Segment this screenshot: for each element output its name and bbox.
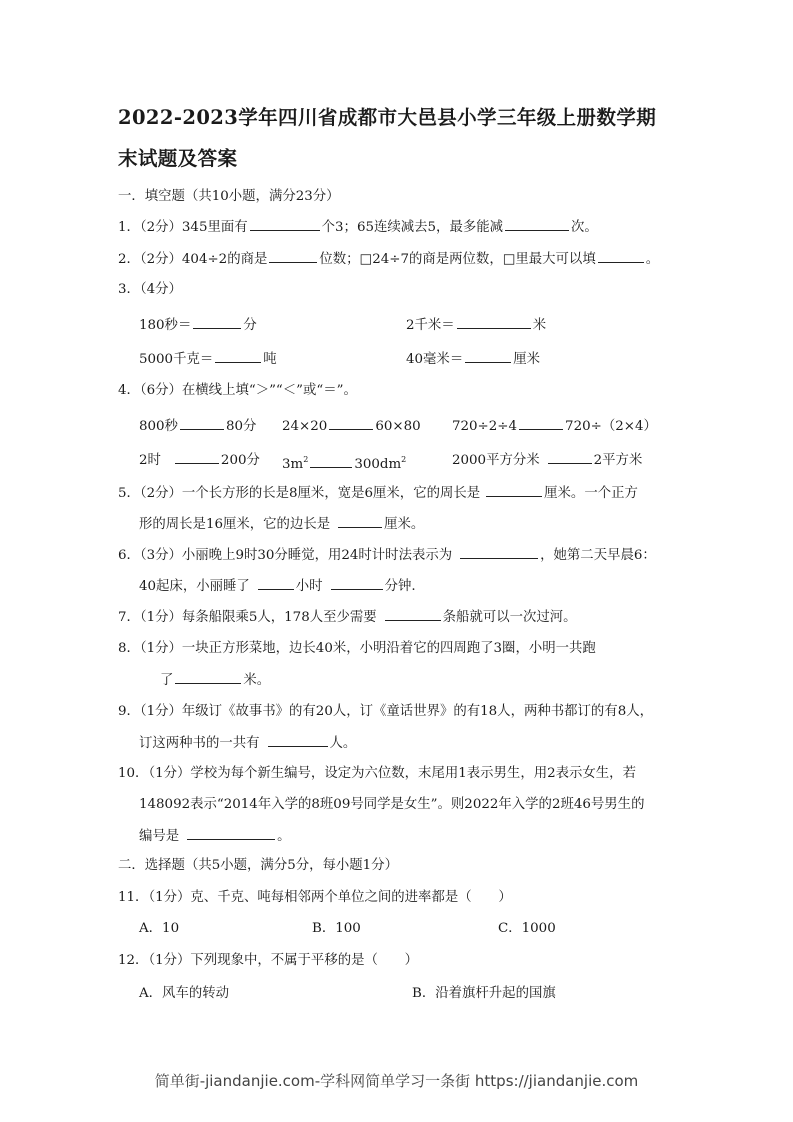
q3-row1-right (406, 316, 546, 335)
q4-d3a: 2000平方分米 (452, 453, 540, 468)
page-title-line2: 末试题及答案 (118, 147, 238, 170)
q3-r1c: 2千米＝ (406, 318, 455, 333)
q5-text-a: 5．（2分）一个长方形的长是8厘米，宽是6厘米，它的周长是 (118, 486, 481, 501)
question-9-line2 (139, 734, 356, 753)
question-6-line2 (139, 577, 416, 596)
q4-c3b: 720÷（2×4） (565, 419, 657, 434)
q9-text-c: 人。 (329, 736, 357, 751)
q3-r2a: 5000千克＝ (139, 352, 214, 367)
question-8-line1: 8．（1分）一块正方形菜地，边长40米，小明沿着它的四周跑了3圈，小明一共跑 (118, 641, 596, 656)
question-10-line3 (139, 827, 291, 846)
q3-blank-2[interactable] (457, 316, 531, 329)
q1-text-b: 个3；65连续减去5，最多能减 (321, 220, 504, 235)
page-title-line1: 2022-2023学年四川省成都市大邑县小学三年级上册数学期 (118, 106, 657, 129)
q6-text-a: 6．（3分）小丽晚上9时30分睡觉，用24时计时法表示为 (118, 548, 453, 563)
q3-row2-right (406, 350, 540, 369)
q3-blank-1[interactable] (193, 316, 241, 329)
q6-text-d: 小时 (295, 579, 323, 594)
q9-text-b: 订这两种书的一共有 (139, 736, 260, 751)
q4-blank-2[interactable] (329, 417, 373, 430)
q11-option-c[interactable]: C．1000 (498, 921, 556, 936)
q8-blank-1[interactable] (175, 671, 241, 684)
q4-d2a: 3m (282, 457, 304, 472)
q2-text-a: 2．（2分）404÷2的商是 (118, 252, 268, 267)
question-11-stem: 11．（1分）克、千克、吨每相邻两个单位之间的进率都是（ ） (118, 890, 512, 905)
q1-blank-2[interactable] (505, 218, 569, 231)
q3-r1b: 分 (243, 318, 257, 333)
q6-blank-1[interactable] (460, 546, 538, 559)
q3-blank-4[interactable] (465, 350, 511, 363)
question-1 (118, 218, 598, 237)
section-heading-choice: 二．选择题（共5小题，满分5分，每小题1分） (118, 858, 398, 873)
q4-d2b: 300dm (354, 457, 402, 472)
question-2 (118, 250, 659, 269)
q6-blank-3[interactable] (331, 577, 383, 590)
question-10-line2: 148092表示“2014年入学的8班09号同学是女生”。则2022年入学的2班46号男生的 (139, 797, 645, 812)
q4-c1 (139, 417, 256, 436)
q6-text-b: ，她第二天早晨6： (540, 548, 656, 563)
page-footer: 简单街-jiandanjie.com-学科网简单学习一条街 https://jiandanjie.com (154, 1072, 639, 1090)
q5-text-b: 厘米。一个正方 (544, 486, 638, 501)
q4-d1 (139, 451, 260, 470)
q6-blank-2[interactable] (258, 577, 294, 590)
q2-blank-2[interactable] (598, 250, 644, 263)
section-heading-fill-blank: 一．填空题（共10小题，满分23分） (118, 189, 340, 204)
q10-text-c: 编号是 (139, 829, 180, 844)
question-7 (118, 608, 577, 627)
q4-d3b: 2平方米 (593, 453, 643, 468)
question-3-heading: 3．（4分） (118, 282, 182, 297)
q5-blank-1[interactable] (486, 484, 542, 497)
q4-d2 (282, 451, 406, 474)
q1-blank-1[interactable] (250, 218, 320, 231)
q2-blank-1[interactable] (269, 250, 317, 263)
q3-r2c: 40毫米＝ (406, 352, 464, 367)
q3-row1-left (139, 316, 257, 335)
q1-text-c: 次。 (571, 220, 598, 235)
question-9-line1: 9．（1分）年级订《故事书》的有20人，订《童话世界》的有18人，两种书都订的有8人， (118, 704, 653, 719)
q4-c1b: 80分 (225, 419, 257, 434)
q5-text-d: 厘米。 (384, 517, 425, 532)
q2-text-b: 位数；□24÷7的商是两位数，□里最大可以填 (319, 252, 596, 267)
q5-blank-2[interactable] (338, 515, 382, 528)
q4-blank-5[interactable] (310, 455, 352, 468)
q4-c3 (452, 417, 657, 436)
q6-text-c: 40起床，小丽睡了 (139, 579, 250, 594)
question-10-line1: 10．（1分）学校为每个新生编号，设定为六位数，末尾用1表示男生，用2表示女生，若 (118, 766, 636, 781)
q3-row2-left (139, 350, 277, 369)
q4-blank-1[interactable] (180, 417, 224, 430)
q3-blank-3[interactable] (215, 350, 261, 363)
q4-c3a: 720÷2÷4 (452, 419, 518, 434)
q4-d1b: 200分 (220, 453, 260, 468)
q4-c2 (282, 417, 421, 436)
question-12-stem: 12．（1分）下列现象中，不属于平移的是（ ） (118, 953, 419, 968)
q4-c1a: 800秒 (139, 419, 178, 434)
q10-blank-1[interactable] (187, 827, 275, 840)
q3-r2d: 厘米 (513, 352, 540, 367)
q4-d2-sup: 2 (303, 455, 309, 464)
question-8-line2 (160, 671, 270, 690)
q3-r2b: 吨 (263, 352, 277, 367)
question-5-line2 (139, 515, 424, 534)
q10-text-d: 。 (277, 829, 291, 844)
q2-text-c: 。 (645, 252, 660, 267)
q4-blank-3[interactable] (519, 417, 563, 430)
q1-text-a: 1．（2分）345里面有 (118, 220, 248, 235)
q4-d3 (452, 451, 642, 470)
q4-c2a: 24×20 (282, 419, 328, 434)
q7-blank-1[interactable] (385, 608, 441, 621)
question-5-line1 (118, 484, 638, 503)
q3-r1d: 米 (532, 318, 547, 333)
question-6-line1 (118, 546, 656, 565)
q3-r1a: 180秒＝ (139, 318, 192, 333)
q7-text-a: 7．（1分）每条船限乘5人，178人至少需要 (118, 610, 377, 625)
q8-text-b: 了 (160, 673, 174, 688)
q4-d2b-sup: 2 (401, 455, 407, 464)
q11-option-a[interactable]: A．10 (139, 921, 180, 936)
q4-d1a: 2时 (139, 453, 161, 468)
q4-blank-4[interactable] (175, 451, 219, 464)
q5-text-c: 形的周长是16厘米，它的边长是 (139, 517, 331, 532)
q9-blank-1[interactable] (268, 734, 328, 747)
q6-text-e: 分钟. (384, 579, 416, 594)
q4-blank-6[interactable] (548, 451, 592, 464)
q12-option-b[interactable]: B．沿着旗杆升起的国旗 (412, 986, 556, 1001)
q8-text-c: 米。 (243, 673, 271, 688)
q7-text-b: 条船就可以一次过河。 (442, 610, 577, 625)
q4-c2b: 60×80 (375, 419, 421, 434)
q11-option-b[interactable]: B．100 (312, 921, 361, 936)
q12-option-a[interactable]: A．风车的转动 (139, 986, 230, 1001)
question-4-heading: 4．（6分）在横线上填“＞”“＜”或“＝”。 (118, 383, 357, 398)
